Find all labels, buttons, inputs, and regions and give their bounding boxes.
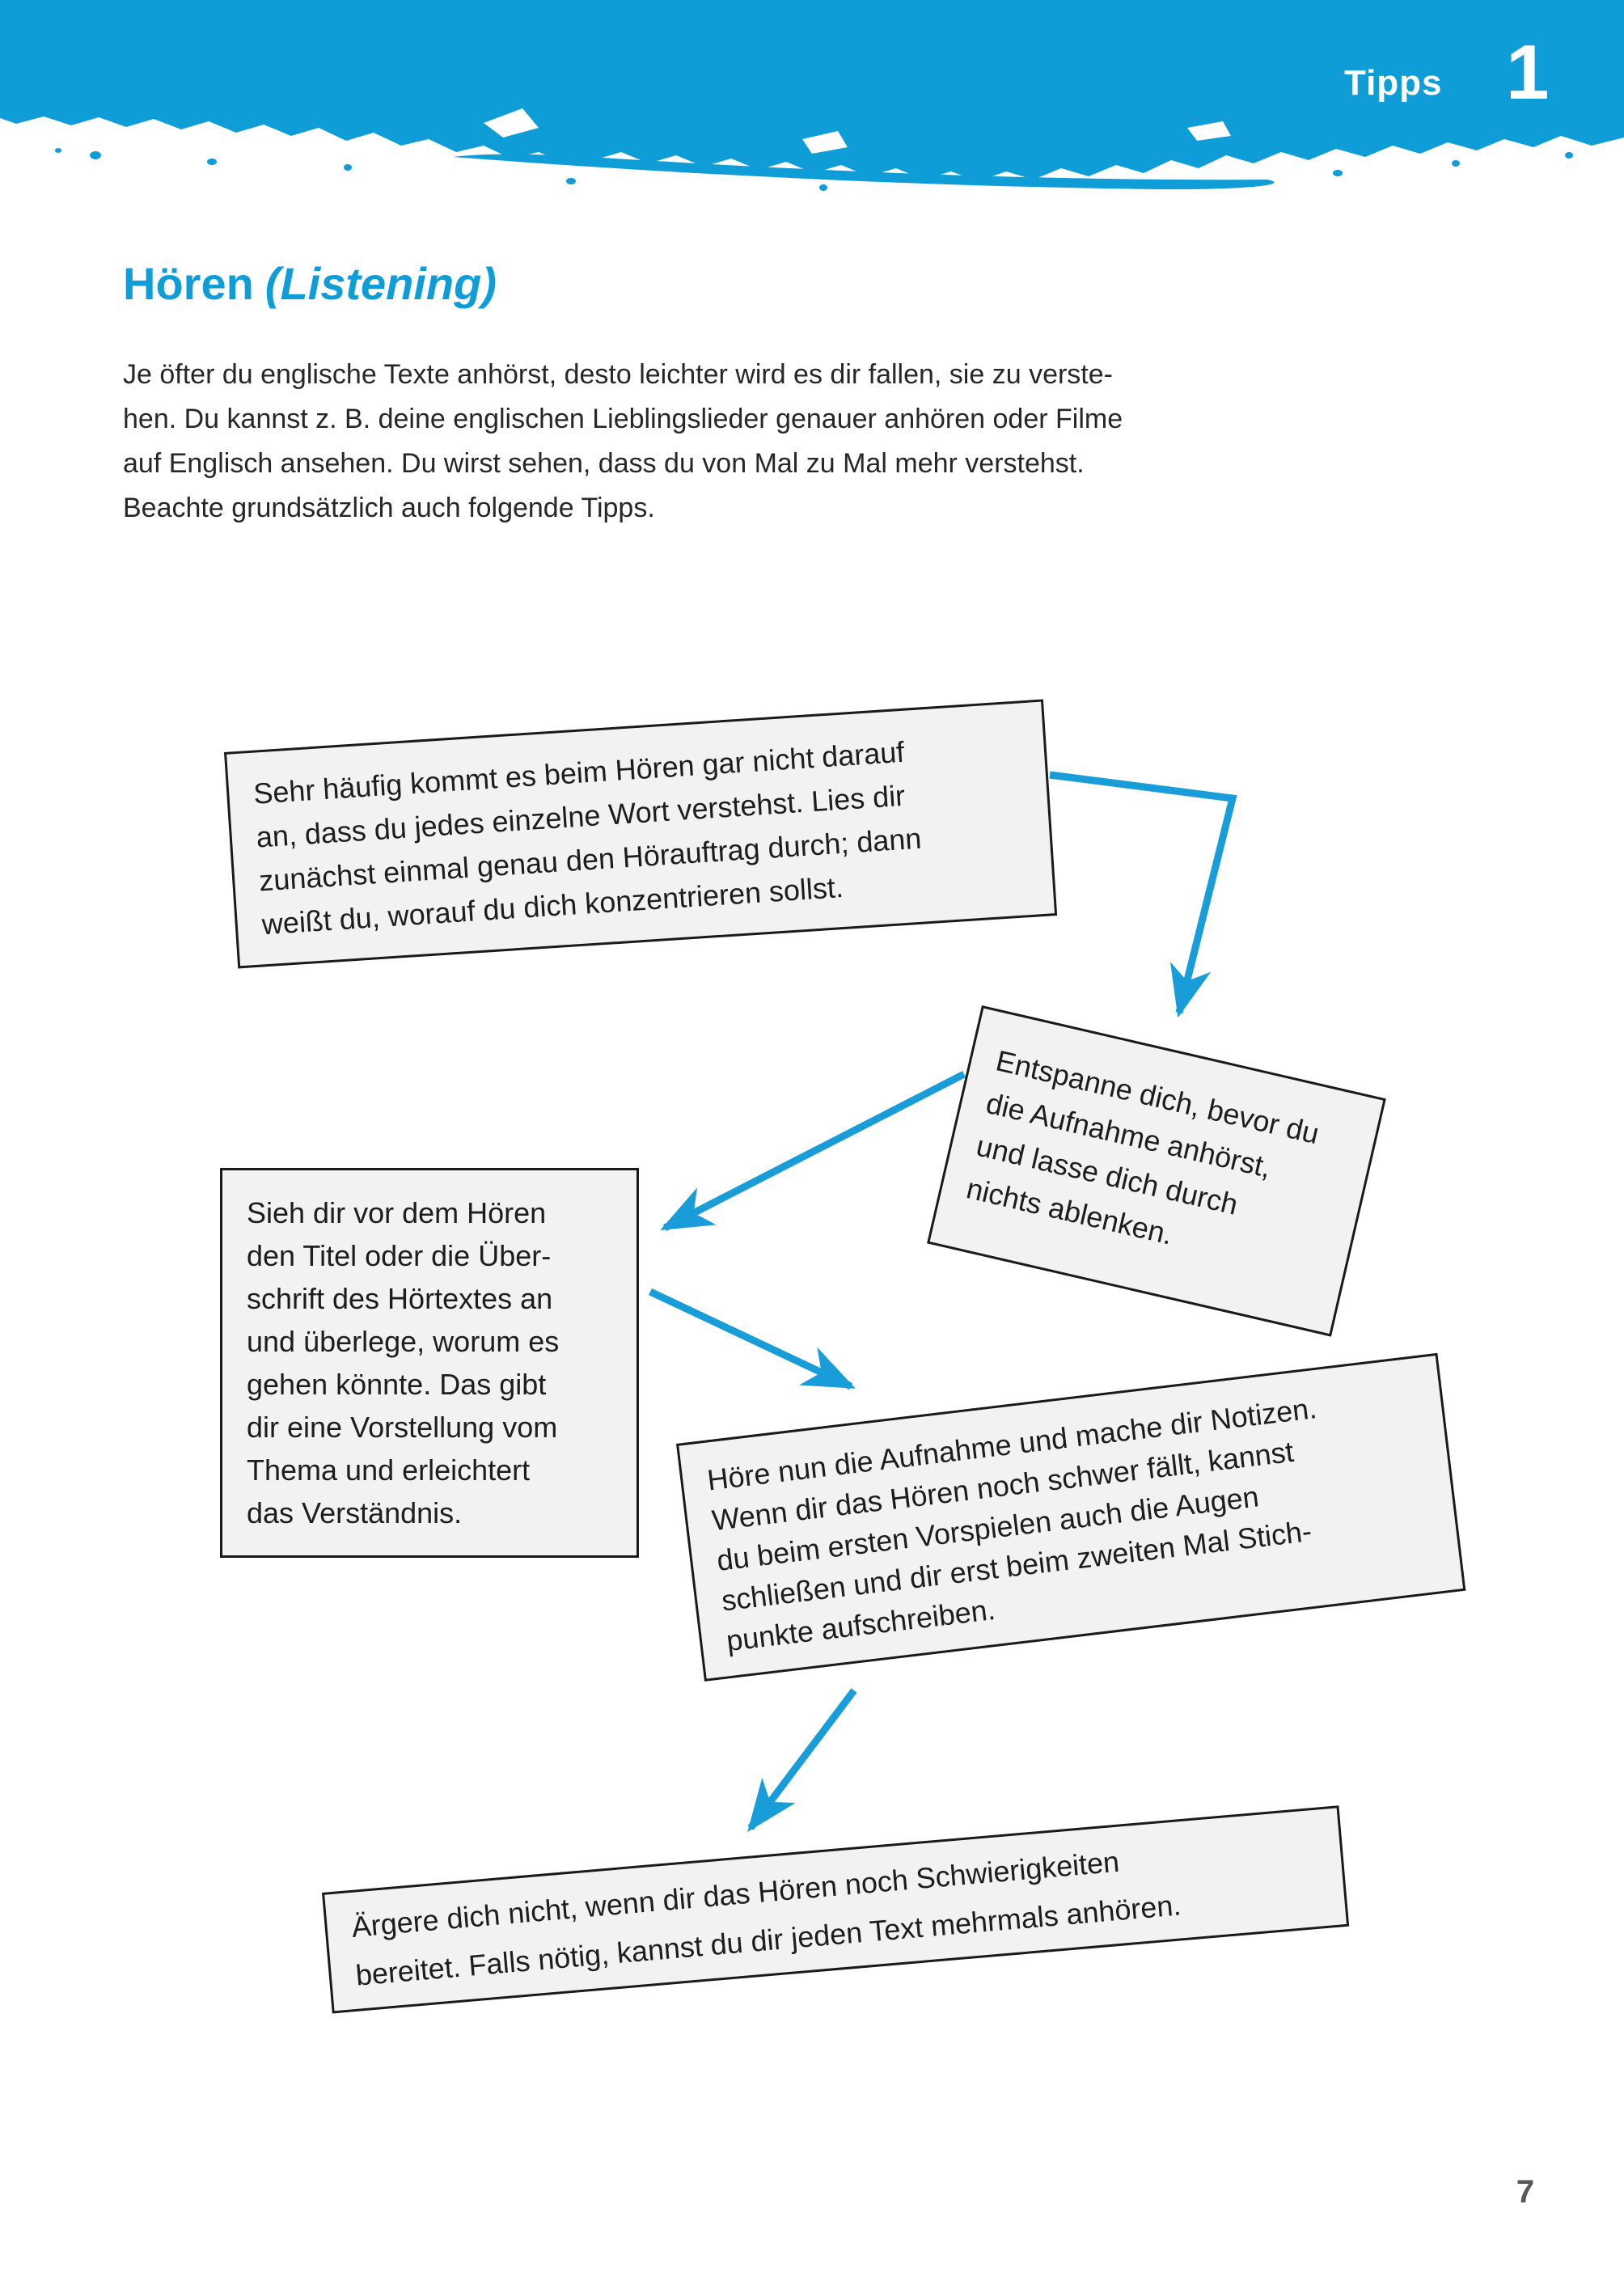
intro-paragraph: Je öfter du englische Texte anhörst, desto leichter wird es dir fallen, sie zu verste- hen. Du kannst z. B. deine englischen Lieblingslieder genauer anhören oder Filme auf Englisch ansehen. Du wirst sehen, dass du von Mal zu Mal mehr verstehst. Beachte grundsätzlich auch folgende Tipps. xyxy=(123,359,1123,523)
page-number: 7 xyxy=(1516,2174,1535,2210)
tip-box-dont-worry: Ärgere dich nicht, wenn dir das Hören noch Schwierigkeiten bereitet. Falls nötig, kannst du dir jeden Text mehrmals anhören. xyxy=(322,1805,1349,2013)
tip-box-relax: Entspanne dich, bevor du die Aufnahme anhörst, und lasse dich durch nichts ablenken. xyxy=(927,1005,1386,1337)
arrow-tip2-to-tip3 xyxy=(665,1074,964,1228)
header-label: Tipps xyxy=(1344,63,1443,103)
page-title-german: Hören xyxy=(123,258,254,309)
header-chapter-number: 1 xyxy=(1506,29,1550,116)
tip-box-take-notes: Höre nun die Aufnahme und mache dir Notizen. Wenn dir das Hören noch schwer fällt, kannst du beim ersten Vorspielen auch die Augen schließen und dir erst beim zweiten Mal Stich- punkte aufschreiben. xyxy=(676,1353,1465,1682)
arrow-tip1-to-tip2 xyxy=(1050,775,1233,1013)
tip-box-title-preview: Sieh dir vor dem Hören den Titel oder die Über- schrift des Hörtextes an und überlege, worum es gehen könnte. Das gibt dir eine Vorstellung vom Thema und erleichtert das Verständnis. xyxy=(220,1168,639,1558)
tip-box-listening-task: Sehr häufig kommt es beim Hören gar nicht darauf an, dass du jedes einzelne Wort verstehst. Lies dir zunächst einmal genau den Hörauftrag durch; dann weißt du, worauf du dich konzentrieren sollst. xyxy=(224,699,1057,968)
page-title-english: (Listening) xyxy=(264,258,497,309)
page-title xyxy=(123,257,497,310)
arrow-tip3-to-tip4 xyxy=(650,1292,851,1386)
arrow-tip4-to-tip5 xyxy=(751,1690,854,1828)
